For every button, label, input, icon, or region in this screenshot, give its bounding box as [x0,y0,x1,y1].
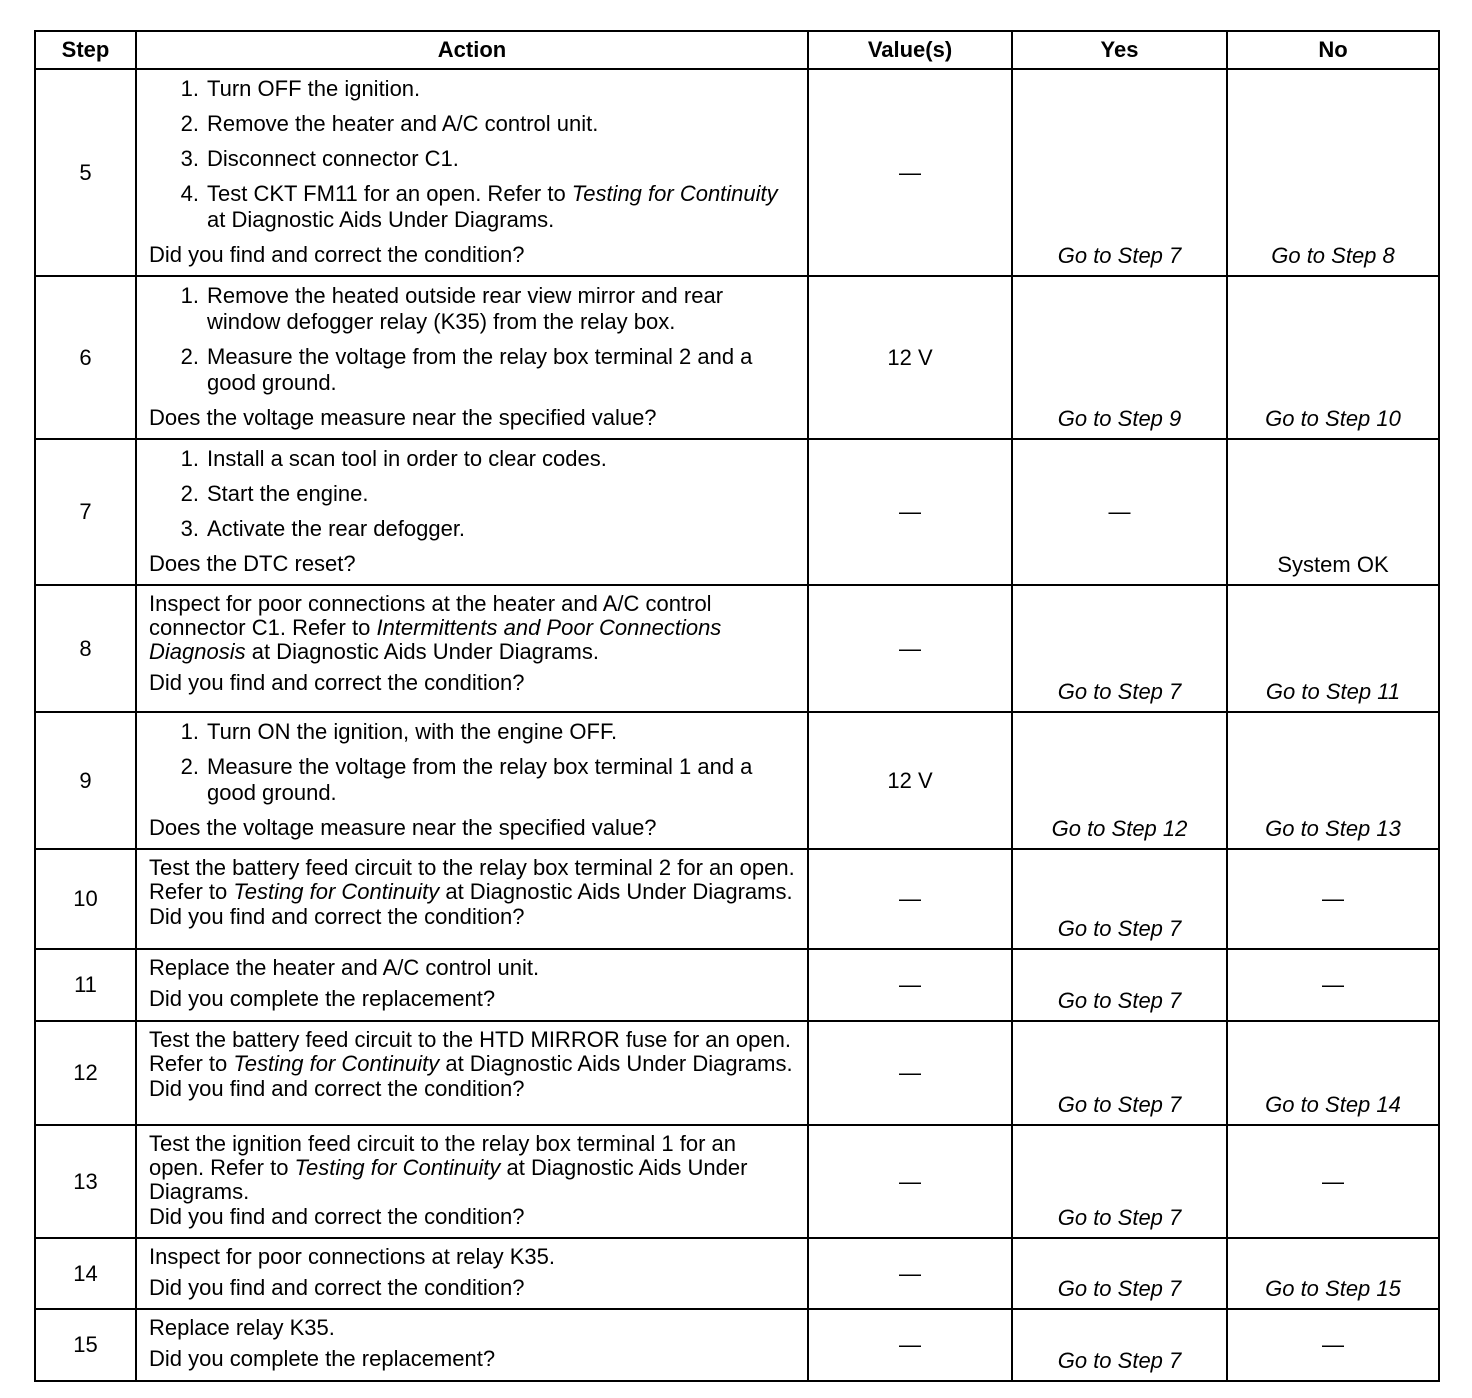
action-paragraph [149,592,797,664]
list-text [207,283,797,335]
action-question: Did you complete the replacement? [149,986,496,1011]
table-row [35,1125,1439,1238]
italic-reference: Testing for Continuity [233,1051,440,1076]
yes-result [1012,1309,1227,1381]
action-question: Did you find and correct the condition? [149,904,525,929]
text-fragment: Measure the voltage from the relay box terminal 1 and a good ground. [207,754,753,805]
step-number: 13 [35,1125,136,1238]
text-fragment: Remove the heater and A/C control unit. [207,111,599,136]
text-fragment: Test the battery feed circuit to the HTD MIRROR fuse for an open. Refer to [149,1027,791,1076]
text-fragment: Inspect for poor connections at the heater and A/C control connector C1. Refer to [149,591,712,640]
action-list-item [149,516,797,542]
value-cell: — [808,69,1012,276]
list-text [207,516,797,542]
action-cell [136,1125,808,1238]
action-question: Did you find and correct the condition? [149,242,525,267]
yes-result [1012,1021,1227,1125]
yes-result [1012,1238,1227,1309]
action-cell [136,949,808,1021]
action-question: Did you find and correct the condition? [149,670,525,695]
list-number: 1. [180,719,199,744]
text-fragment: at Diagnostic Aids Under Diagrams. [245,639,599,664]
header-step: Step [35,31,136,69]
text-fragment: Replace relay K35. [149,1315,335,1340]
list-number: 1. [180,446,199,471]
no-result [1227,949,1439,1021]
no-result-text: Go to Step 14 [1265,1092,1401,1117]
text-fragment: at Diagnostic Aids Under Diagrams. [207,207,555,232]
yes-result-text: Go to Step 7 [1057,1092,1182,1117]
action-list-item [149,719,797,745]
yes-result-text: Go to Step 7 [1057,916,1182,941]
yes-result [1012,1125,1227,1238]
yes-result-text: Go to Step 9 [1057,406,1182,431]
action-cell [136,1309,808,1381]
yes-result [1012,585,1227,712]
value-cell: — [808,585,1012,712]
action-list-item [149,283,797,335]
list-text [207,146,797,172]
no-result-text: — [1322,972,1344,997]
no-result [1227,439,1439,585]
table-row [35,849,1439,949]
action-list [149,76,797,233]
text-fragment: Replace the heater and A/C control unit. [149,955,540,980]
italic-reference: Intermittents and Poor Connections Diagnosis [149,615,722,664]
text-fragment: Turn ON the ignition, with the engine OFF. [207,719,618,744]
list-text [207,719,797,745]
text-fragment: at Diagnostic Aids Under Diagrams. [439,1051,793,1076]
yes-result-text: Go to Step 7 [1057,1276,1182,1301]
yes-result-text: — [1108,499,1131,524]
no-result-text: Go to Step 11 [1265,679,1401,704]
text-fragment: Remove the heated outside rear view mirror and rear window defogger relay (K35) from the relay box. [207,283,724,334]
action-list-item [149,754,797,806]
list-text [207,344,797,396]
value-cell: — [808,1238,1012,1309]
list-number: 3. [180,146,199,171]
action-cell [136,585,808,712]
value-cell: — [808,849,1012,949]
no-result [1227,1021,1439,1125]
header-yes: Yes [1012,31,1227,69]
value-cell: 12 V [808,712,1012,849]
step-number: 11 [35,949,136,1021]
action-paragraph [149,856,797,904]
action-list-item [149,344,797,396]
list-number: 2. [180,111,199,136]
yes-result-text: Go to Step 7 [1057,243,1182,268]
value-cell: — [808,949,1012,1021]
action-question: Did you find and correct the condition? [149,1204,525,1229]
yes-result [1012,849,1227,949]
no-result [1227,276,1439,439]
action-list-item [149,446,797,472]
action-question: Did you find and correct the condition? [149,1076,525,1101]
list-number: 3. [180,516,199,541]
step-number: 7 [35,439,136,585]
no-result [1227,1238,1439,1309]
list-text [207,76,797,102]
action-cell [136,712,808,849]
step-number: 9 [35,712,136,849]
yes-result [1012,949,1227,1021]
yes-result-text: Go to Step 7 [1057,1205,1182,1230]
table-row [35,949,1439,1021]
value-cell: — [808,1309,1012,1381]
text-fragment: Inspect for poor connections at relay K35. [149,1244,556,1269]
yes-result [1012,276,1227,439]
action-list [149,446,797,542]
list-text [207,481,797,507]
text-fragment: Activate the rear defogger. [207,516,466,541]
action-cell [136,69,808,276]
text-fragment: Test CKT FM11 for an open. Refer to [207,181,572,206]
yes-result-text: Go to Step 7 [1057,679,1182,704]
yes-result [1012,439,1227,585]
no-result-text: Go to Step 10 [1265,406,1401,431]
text-fragment: Start the engine. [207,481,369,506]
no-result-text: System OK [1277,552,1389,577]
yes-result-text: Go to Step 12 [1051,816,1188,841]
action-cell [136,849,808,949]
table-header-row [35,31,1439,69]
text-fragment: Test the battery feed circuit to the relay box terminal 2 for an open. Refer to [149,855,795,904]
action-list-item [149,181,797,233]
text-fragment: Test the ignition feed circuit to the relay box terminal 1 for an open. Refer to [149,1131,736,1180]
no-result [1227,1309,1439,1381]
no-result [1227,585,1439,712]
action-cell [136,1238,808,1309]
action-question: Does the voltage measure near the specified value? [149,405,657,430]
yes-result-text: Go to Step 7 [1057,1348,1182,1373]
table-row [35,69,1439,276]
table-row [35,1309,1439,1381]
step-number: 6 [35,276,136,439]
action-cell [136,276,808,439]
list-text [207,754,797,806]
yes-result-text: Go to Step 7 [1057,988,1182,1013]
step-number: 15 [35,1309,136,1381]
step-number: 5 [35,69,136,276]
no-result-text: Go to Step 13 [1265,816,1401,841]
no-result-text: — [1322,1332,1344,1357]
table-row [35,1238,1439,1309]
value-cell: 12 V [808,276,1012,439]
list-number: 2. [180,481,199,506]
header-values: Value(s) [808,31,1012,69]
diagnostic-table-container [34,30,1438,1382]
action-list-item [149,76,797,102]
table-row [35,712,1439,849]
action-list [149,719,797,806]
table-row [35,439,1439,585]
action-question: Does the voltage measure near the specified value? [149,815,657,840]
header-action: Action [136,31,808,69]
yes-result [1012,712,1227,849]
italic-reference: Testing for Continuity [571,181,778,206]
italic-reference: Testing for Continuity [233,879,440,904]
table-row [35,585,1439,712]
header-no: No [1227,31,1439,69]
no-result [1227,849,1439,949]
text-fragment: at Diagnostic Aids Under Diagrams. [149,1155,748,1204]
step-number: 14 [35,1238,136,1309]
list-number: 4. [180,181,199,206]
action-paragraph [149,1245,797,1269]
value-cell: — [808,1125,1012,1238]
action-paragraph [149,1028,797,1076]
no-result-text: Go to Step 15 [1265,1276,1401,1301]
action-cell [136,1021,808,1125]
table-row [35,276,1439,439]
diagnostic-table [34,30,1440,1382]
text-fragment: Measure the voltage from the relay box terminal 2 and a good ground. [207,344,753,395]
action-list-item [149,146,797,172]
action-list [149,283,797,396]
step-number: 10 [35,849,136,949]
no-result [1227,1125,1439,1238]
no-result-text: Go to Step 8 [1271,243,1395,268]
text-fragment: at Diagnostic Aids Under Diagrams. [439,879,793,904]
action-paragraph [149,956,797,980]
list-number: 1. [180,76,199,101]
text-fragment: Turn OFF the ignition. [207,76,421,101]
action-question: Does the DTC reset? [149,551,356,576]
action-paragraph [149,1316,797,1340]
list-number: 1. [180,283,199,308]
action-paragraph [149,1132,797,1204]
list-text [207,446,797,472]
list-number: 2. [180,754,199,779]
step-number: 8 [35,585,136,712]
no-result-text: — [1322,886,1344,911]
action-question: Did you find and correct the condition? [149,1275,525,1300]
action-cell [136,439,808,585]
text-fragment: Disconnect connector C1. [207,146,459,171]
list-text [207,181,797,233]
text-fragment: Install a scan tool in order to clear codes. [207,446,607,471]
action-question: Did you complete the replacement? [149,1346,496,1371]
yes-result [1012,69,1227,276]
list-text [207,111,797,137]
step-number: 12 [35,1021,136,1125]
value-cell: — [808,439,1012,585]
list-number: 2. [180,344,199,369]
value-cell: — [808,1021,1012,1125]
action-list-item [149,111,797,137]
italic-reference: Testing for Continuity [294,1155,501,1180]
no-result-text: — [1322,1168,1344,1194]
table-row [35,1021,1439,1125]
no-result [1227,69,1439,276]
table-body [35,69,1439,1381]
no-result [1227,712,1439,849]
action-list-item [149,481,797,507]
